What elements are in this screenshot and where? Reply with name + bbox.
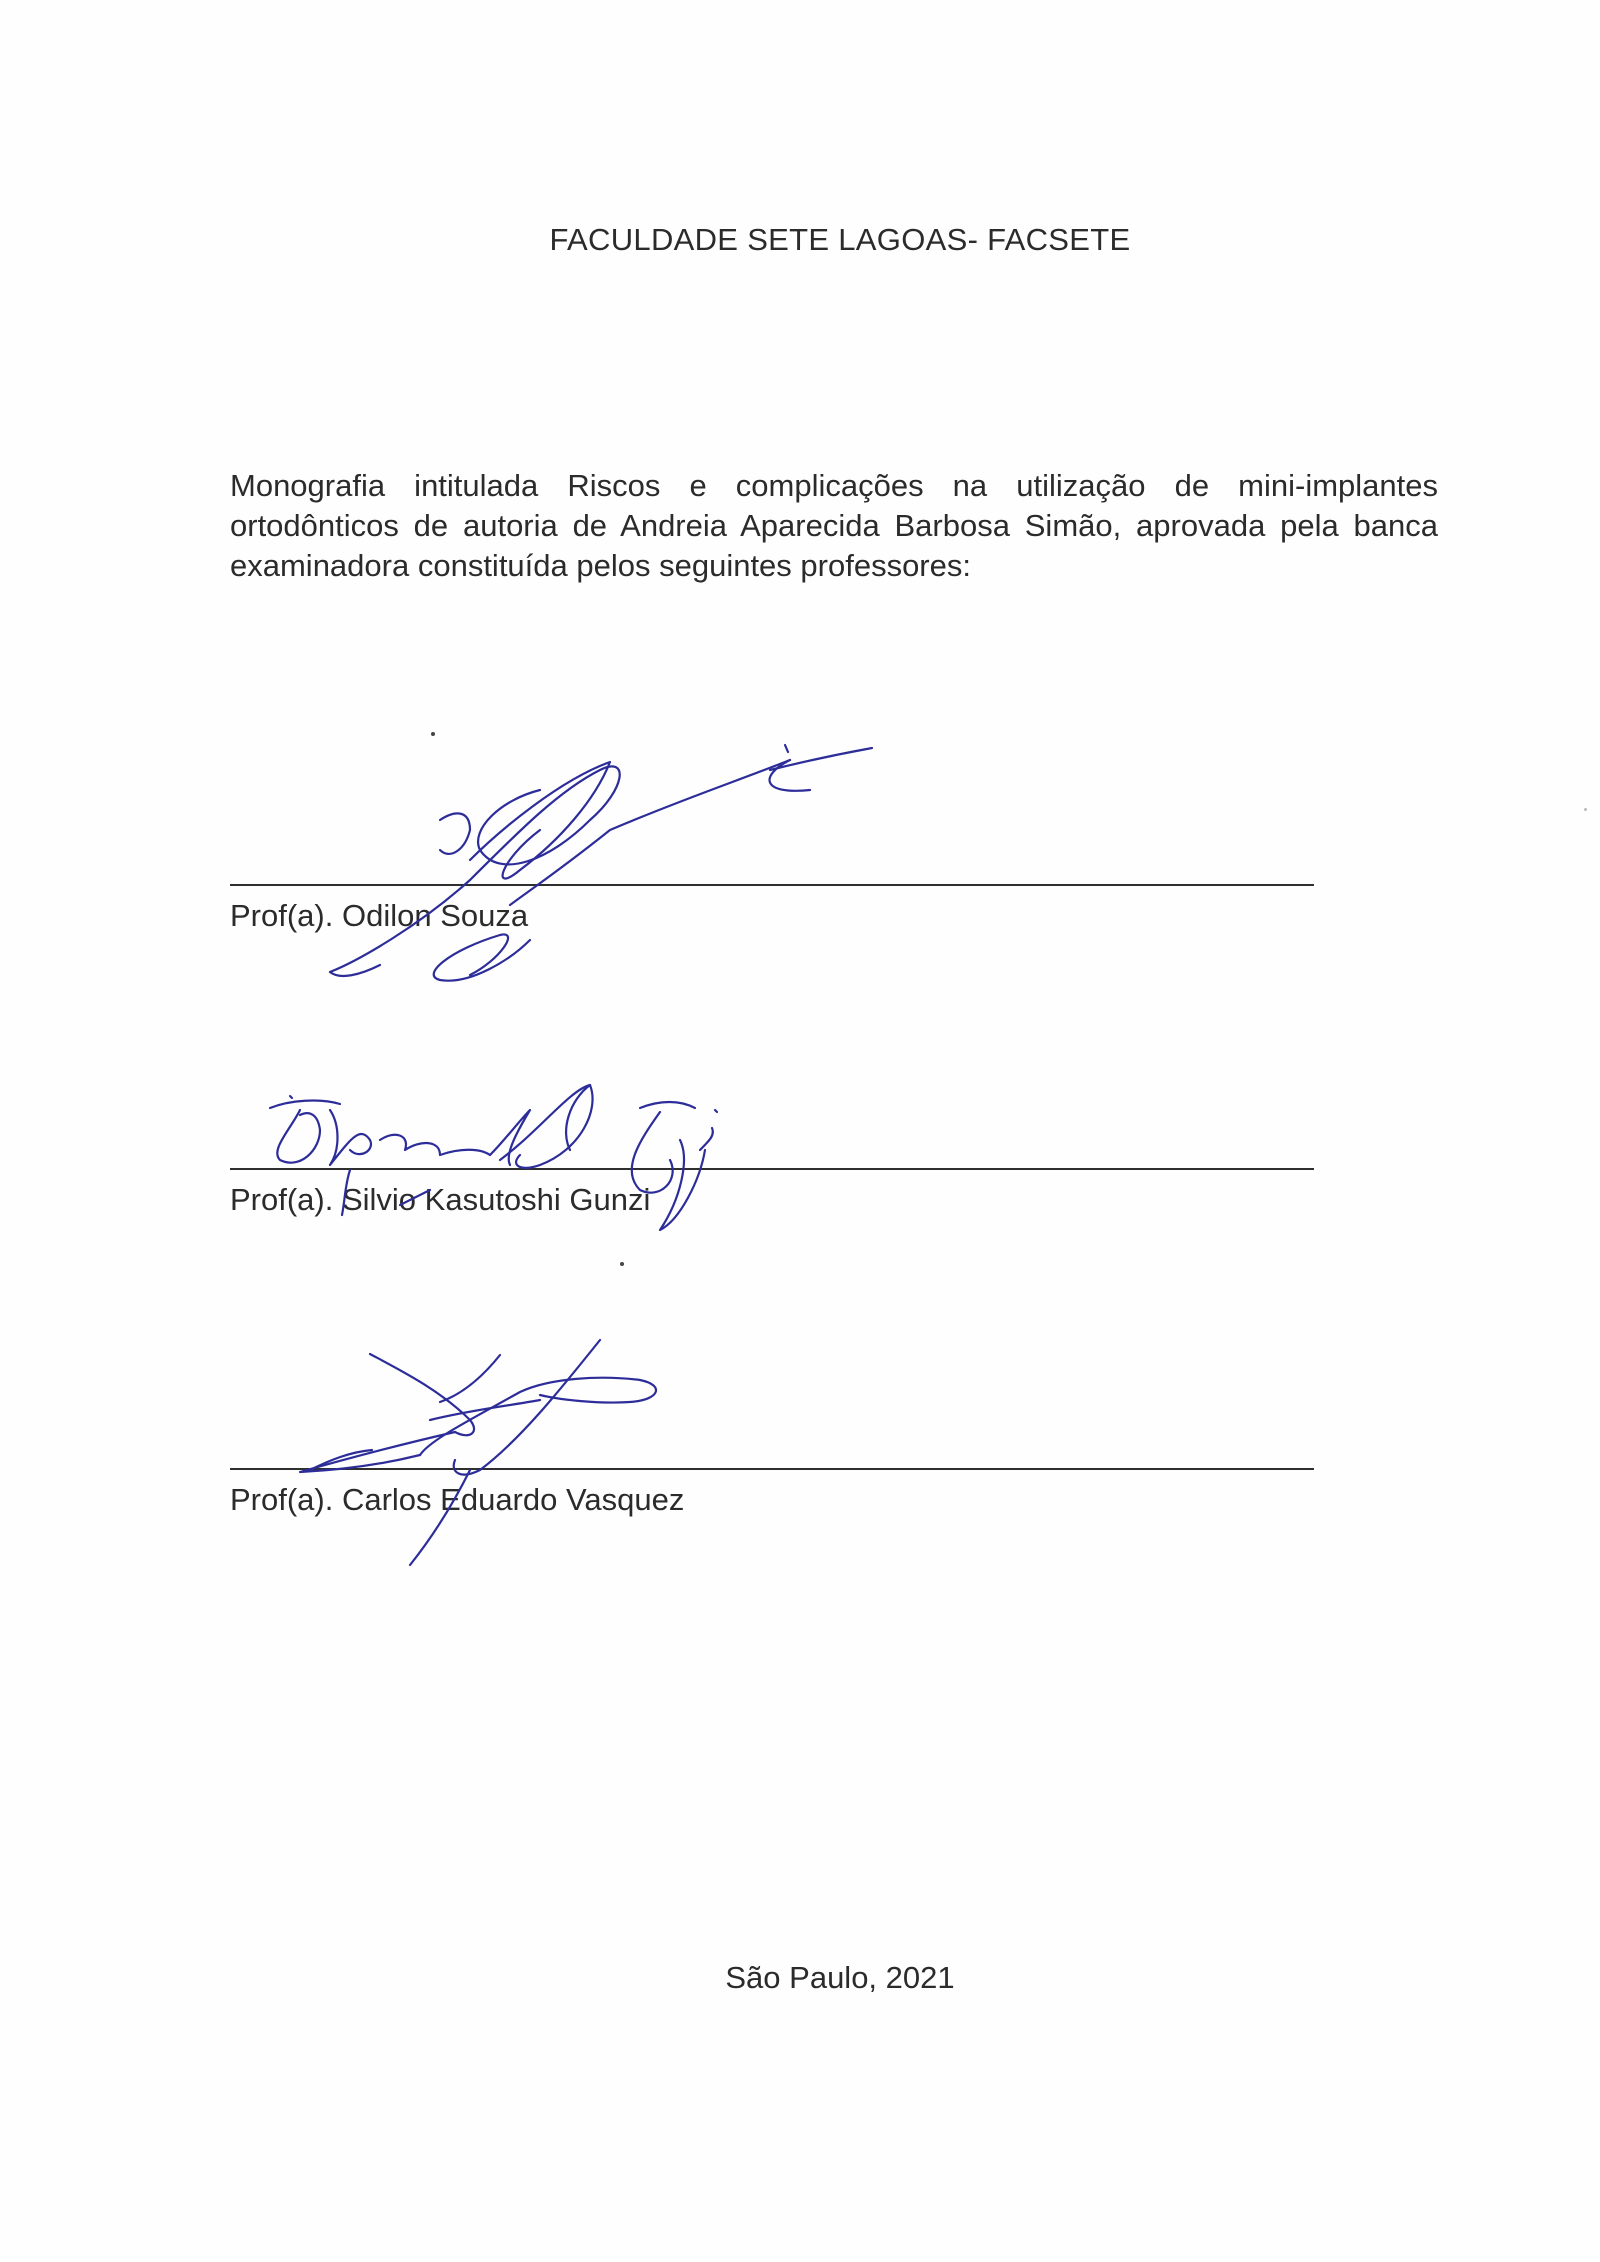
signature-line [230,1168,1314,1170]
examiner-2-name: Prof(a). Silvio Kasutoshi Gunzi [230,1182,651,1217]
signature-line [230,884,1314,886]
signature-3 [300,1340,656,1565]
signature-line [230,1468,1314,1470]
place-date: São Paulo, 2021 [725,1960,955,1995]
examiner-1-name: Prof(a). Odilon Souza [230,898,529,933]
institution-title: FACULDADE SETE LAGOAS- FACSETE [549,222,1131,257]
scan-speck [431,732,435,736]
examiner-3-name: Prof(a). Carlos Eduardo Vasquez [230,1482,685,1517]
scan-speck [620,1262,624,1266]
signature-1 [330,745,872,981]
approval-statement: Monografia intitulada Riscos e complicações na utilização de mini-implantes ortodônticos de autoria de Andreia Aparecida Barbosa Simão, aprovada pela banca examinadora constituída pelos seguintes professores: [230,468,1438,583]
scan-speck [1584,808,1587,811]
